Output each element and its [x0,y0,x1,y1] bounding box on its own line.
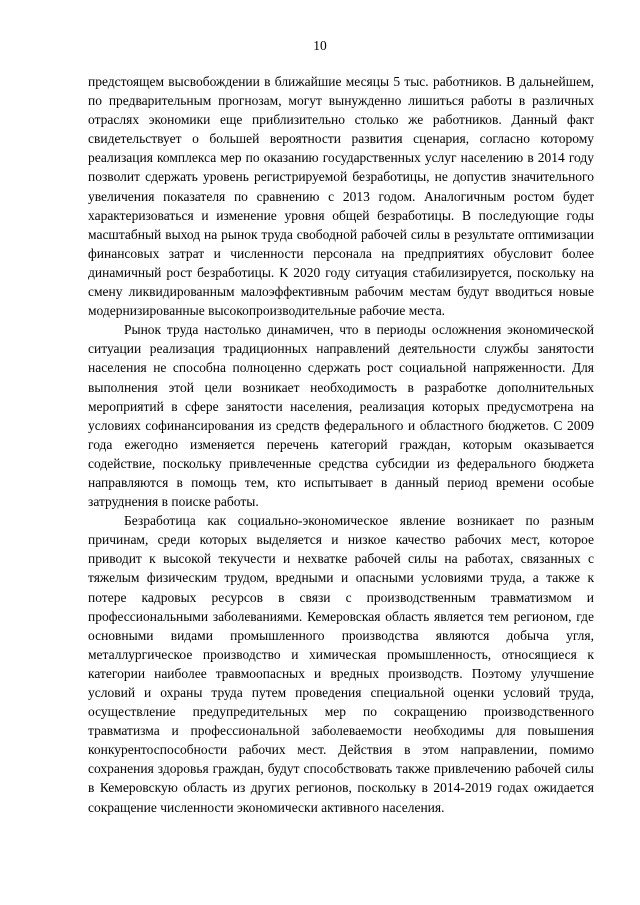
paragraph-unemployment: Безработица как социально-экономическое явление возникает по разным причинам, среди которых выделяется и низкое качество рабочих мест, которое приводит к высокой текучести и нехватке рабочей силы на работах, связанных с тяжелым физическим трудом, вредными и опасными условиями труда, а также к потере кадровых ресурсов в связи с производственным травматизмом и профессиональными заболеваниями. Кемеровская область является тем регионом, где основными видами промышленного производства являются добыча угля, металлургическое производство и химическая промышленность, относящиеся к категории наиболее травмоопасных и вредных производств. Поэтому улучшение условий и охраны труда путем проведения специальной оценки условий труда, осуществление предупредительных мер по сокращению производственного травматизма и профессиональной заболеваемости необходимы для повышения конкурентоспособности рабочих мест. Действия в этом направлении, помимо сохранения здоровья граждан, будут способствовать также привлечению рабочей силы в Кемеровскую область из других регионов, поскольку в 2014-2019 годах ожидается сокращение численности экономически активного населения. [88,513,594,815]
paragraph-labor-market: Рынок труда настолько динамичен, что в периоды осложнения экономической ситуации реализация традиционных направлений деятельности службы занятости населения не способна полноценно сдержать рост социальной напряженности. Для выполнения этой цели возникает необходимость в разработке дополнительных мероприятий в сфере занятости населения, реализация которых предусмотрена на условиях софинансирования из средств федерального и областного бюджетов. С 2009 года ежегодно изменяется перечень категорий граждан, которым оказывается содействие, поскольку привлеченные средства субсидии из федерального бюджета направляются в помощь тем, кто испытывает в данный период времени особые затруднения в поиске работы. [88,322,594,510]
body-text [88,72,594,817]
paragraph-continuation: предстоящем высвобождении в ближайшие месяцы 5 тыс. работников. В дальнейшем, по предварительным прогнозам, могут вынужденно лишиться работы в различных отраслях экономики еще приблизительно столько же работников. Данный факт свидетельствует о большей вероятности развития сценария, согласно которому реализация комплекса мер по оказанию государственных услуг населению в 2014 году позволит сдержать уровень регистрируемой безработицы, не допустив значительного увеличения показателя по сравнению с 2013 годом. Аналогичным ростом будет характеризоваться и изменение уровня общей безработицы. В последующие годы масштабный выход на рынок труда свободной рабочей силы в результате оптимизации финансовых затрат и численности персонала на предприятиях обусловит более динамичный рост безработицы. К 2020 году ситуация стабилизируется, поскольку на смену ликвидированным малоэффективным рабочим местам будут вводиться новые модернизированные высокопроизводительные рабочие места. [88,74,594,319]
page-number: 10 [313,38,327,53]
